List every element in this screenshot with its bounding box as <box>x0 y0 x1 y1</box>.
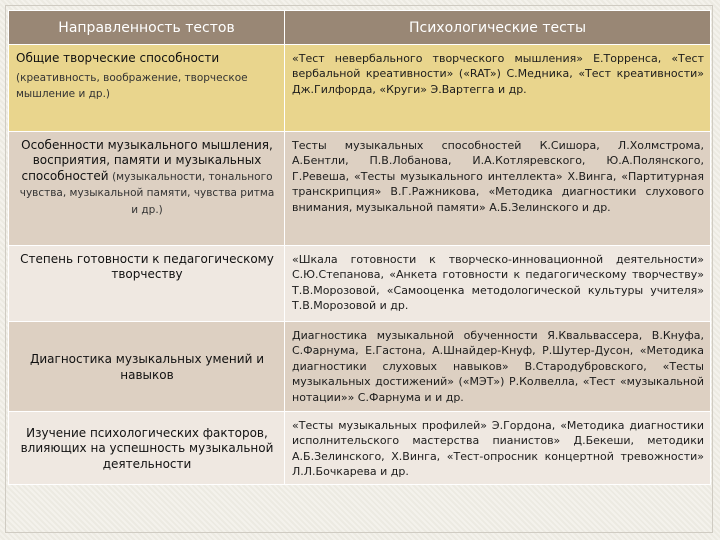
row-5-focus-title: Изучение психологических факторов, влияющих на успешность музыкальной деятельности <box>20 425 274 471</box>
row-5-tests-cell: «Тесты музыкальных профилей» Э.Гордона, «Методика диагностики исполнительского мастерства пианистов» Д.Бекеши, методики А.Б.Зелинского, Х.Винга, «Тест-опросник концертной тревожности» Л.Л.Бочкарева и др. <box>285 412 711 485</box>
row-4-focus-cell <box>9 322 285 412</box>
row-1-focus-title: Общие творческие способности <box>16 51 220 65</box>
table-row <box>9 322 711 412</box>
header-psychological-tests: Психологические тесты <box>285 11 711 45</box>
row-4-focus-title: Диагностика музыкальных умений и навыков <box>29 352 264 382</box>
psychological-tests-table <box>8 10 711 485</box>
row-3-tests-cell: «Шкала готовности к творческо-инновационной деятельности» С.Ю.Степанова, «Анкета готовности к педагогическому творчеству» Т.В.Морозовой, «Самооценка методологической культуры учителя» Т.В.Морозовой и др. <box>285 246 711 322</box>
table-row <box>9 132 711 246</box>
row-3-focus-cell <box>9 246 285 322</box>
table-row <box>9 412 711 485</box>
row-2-tests-cell: Тесты музыкальных способностей К.Сишора, Л.Холмстрома, А.Бентли, П.В.Лобанова, И.А.Котляревского, Ю.А.Полянского, Г.Ревеша, «Тесты музыкального интеллекта» Х.Винга, «Партитурная транскрипция» В.Г.Ражникова, «Методика диагностики слухового внимания, музыкальной памяти» А.Б.Зелинского и др. <box>285 132 711 246</box>
row-1-tests-cell: «Тест невербального творческого мышления» Е.Торренса, «Тест вербальной креативности» («RAT») С.Медника, «Тест креативности» Дж.Гилфорда, «Круги» Э.Вартегга и др. <box>285 45 711 132</box>
row-2-focus-title: Особенности музыкального мышления, восприятия, памяти и музыкальных способностей <box>21 138 273 183</box>
row-3-focus-title: Степень готовности к педагогическому творчеству <box>20 252 274 282</box>
row-1-focus-detail: (креативность, воображение, творческое мышление и др.) <box>16 72 248 100</box>
table-header-row <box>9 11 711 45</box>
row-2-focus-cell <box>9 132 285 246</box>
row-1-focus-cell <box>9 45 285 132</box>
row-4-tests-cell: Диагностика музыкальной обученности Я.Квальвассера, В.Кнуфа, С.Фарнума, Е.Гастона, А.Шнайдер-Кнуф, Р.Шутер-Дусон, «Методика диагностики слуховых навыков» В.Стародубровского, «Тесты музыкальных достижений» («МЭТ») Р.Колвелла, «Тест «музыкальной нотации»» С.Фарнума и и др. <box>285 322 711 412</box>
row-2-focus-detail: (музыкальности, тонального чувства, музыкальной памяти, чувства ритма и др.) <box>19 170 275 216</box>
header-test-focus: Направленность тестов <box>9 11 285 45</box>
row-5-focus-cell <box>9 412 285 485</box>
table-row <box>9 246 711 322</box>
table-row <box>9 45 711 132</box>
